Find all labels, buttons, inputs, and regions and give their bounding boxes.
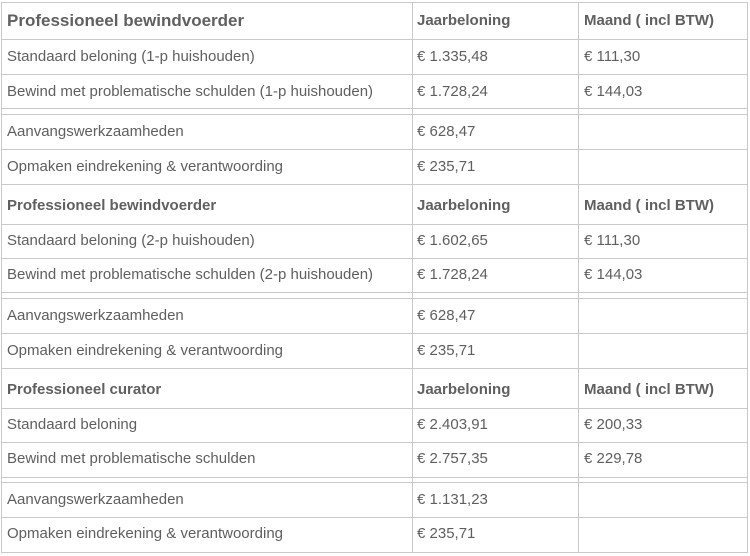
table-border-line (1, 2, 748, 3)
annual-fee-value: € 1.335,48 (417, 48, 488, 65)
annual-fee-value: € 628,47 (417, 307, 476, 324)
annual-fee-value: € 1.728,24 (417, 83, 488, 100)
annual-fee-value: € 1.602,65 (417, 232, 488, 249)
annual-fee-value: € 1.728,24 (417, 266, 488, 283)
section-header-label: Professioneel bewindvoerder (7, 11, 245, 30)
monthly-fee-value (584, 483, 746, 517)
section-header-label: Professioneel curator (7, 381, 162, 398)
monthly-fee-value (584, 517, 746, 551)
annual-fee-value: € 235,71 (417, 525, 476, 542)
fee-row-label: Aanvangswerkzaamheden (7, 307, 184, 324)
annual-fee-value: € 2.757,35 (417, 450, 488, 467)
table-border-line (1, 292, 748, 293)
annual-fee-value: € 628,47 (417, 123, 476, 140)
column-header-monthly: Maand ( incl BTW) (584, 381, 714, 398)
column-header-monthly: Maand ( incl BTW) (584, 12, 714, 29)
fee-row-label: Aanvangswerkzaamheden (7, 123, 184, 140)
monthly-fee-value (584, 334, 746, 368)
table-border-line (1, 2, 2, 553)
table-border-line (578, 2, 579, 553)
monthly-fee-value: € 111,30 (584, 232, 641, 249)
fee-row-label: Standaard beloning (2-p huishouden) (7, 232, 255, 249)
fee-row-label: Bewind met problematische schulden (1-p huishouden) (7, 83, 374, 100)
table-border-line (747, 2, 748, 553)
fee-row-label: Standaard beloning (1-p huishouden) (7, 48, 255, 65)
monthly-fee-value: € 200,33 (584, 416, 643, 433)
section-header-label: Professioneel bewindvoerder (7, 197, 217, 214)
column-header-annual: Jaarbeloning (417, 197, 511, 214)
fee-row-label: Bewind met problematische schulden (2-p huishouden) (7, 266, 374, 283)
annual-fee-value: € 235,71 (417, 158, 476, 175)
fee-row-label: Standaard beloning (7, 416, 138, 433)
monthly-fee-value: € 111,30 (584, 48, 641, 65)
annual-fee-value: € 1.131,23 (417, 491, 488, 508)
fee-row-label: Opmaken eindrekening & verantwoording (7, 158, 283, 175)
table-border-line (1, 552, 748, 553)
fee-row-label: Opmaken eindrekening & verantwoording (7, 525, 283, 542)
monthly-fee-value: € 144,03 (584, 83, 643, 100)
table-border-line (1, 184, 748, 185)
annual-fee-value: € 235,71 (417, 342, 476, 359)
monthly-fee-value: € 144,03 (584, 266, 643, 283)
monthly-fee-value (584, 115, 746, 149)
column-header-monthly: Maand ( incl BTW) (584, 197, 714, 214)
table-border-line (1, 477, 748, 478)
fee-row-label: Aanvangswerkzaamheden (7, 491, 184, 508)
column-header-annual: Jaarbeloning (417, 381, 511, 398)
annual-fee-value: € 2.403,91 (417, 416, 488, 433)
monthly-fee-value (584, 299, 746, 333)
fee-row-label: Bewind met problematische schulden (7, 450, 256, 467)
table-border-line (1, 368, 748, 369)
monthly-fee-value (584, 150, 746, 184)
fee-row-label: Opmaken eindrekening & verantwoording (7, 342, 283, 359)
monthly-fee-value: € 229,78 (584, 450, 643, 467)
column-header-annual: Jaarbeloning (417, 12, 511, 29)
